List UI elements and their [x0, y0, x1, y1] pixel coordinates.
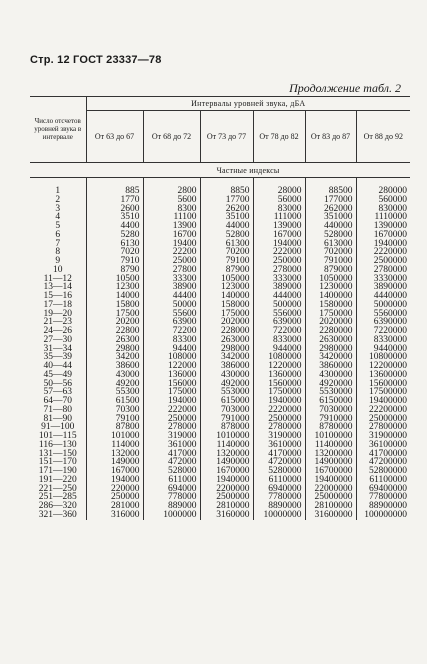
index-value-cell: 15800: [86, 301, 143, 310]
index-value-cell: 79100: [200, 257, 253, 266]
index-value-cell: 55600: [143, 310, 200, 319]
index-value-cell: 8850: [200, 187, 253, 196]
index-value-cell: 4720000: [253, 458, 305, 467]
index-value-cell: 262000: [305, 205, 356, 214]
index-value-cell: 100000000: [356, 511, 410, 520]
index-value-cell: 2500000: [356, 257, 410, 266]
index-value-cell: 220000: [86, 485, 143, 494]
index-value-cell: 2220000: [253, 406, 305, 415]
index-value-cell: 879000: [305, 266, 356, 275]
index-value-cell: 2780000: [253, 423, 305, 432]
index-value-cell: 177000: [305, 196, 356, 205]
index-value-cell: 10100000: [305, 432, 356, 441]
row-label-cell: 57—63: [43, 387, 72, 398]
table-row: [30, 222, 410, 231]
index-value-cell: 156000: [143, 380, 200, 389]
index-value-cell: 703000: [200, 406, 253, 415]
index-value-cell: 386000: [200, 362, 253, 371]
index-value-cell: 10800000: [356, 353, 410, 362]
index-value-cell: 280000: [356, 187, 410, 196]
row-label-cell: 101—115: [38, 431, 77, 441]
index-value-cell: 52800000: [356, 467, 410, 476]
index-value-cell: 61500: [86, 397, 143, 406]
row-label-cell: 6: [55, 229, 61, 240]
index-value-cell: 194000: [143, 397, 200, 406]
index-value-cell: 440000: [305, 222, 356, 231]
index-value-cell: 22800: [86, 327, 143, 336]
index-value-cell: 2500000: [253, 415, 305, 424]
index-value-cell: 278000: [143, 423, 200, 432]
index-value-cell: 27800: [143, 266, 200, 275]
row-label-cell: 151—170: [38, 457, 77, 468]
index-value-cell: 7780000: [253, 493, 305, 502]
index-value-cell: 1390000: [356, 222, 410, 231]
index-value-cell: 1320000: [200, 450, 253, 459]
index-value-cell: 281000: [86, 502, 143, 511]
index-value-cell: 11400000: [305, 441, 356, 450]
index-value-cell: 26300: [86, 336, 143, 345]
index-value-cell: 16700000: [305, 467, 356, 476]
index-value-cell: 1360000: [253, 371, 305, 380]
index-value-cell: 167000: [253, 231, 305, 240]
index-value-cell: 27800000: [356, 423, 410, 432]
index-value-cell: 389000: [253, 283, 305, 292]
index-value-cell: 167000: [86, 467, 143, 476]
index-value-cell: 1670000: [200, 467, 253, 476]
index-value-cell: 88500: [305, 187, 356, 196]
index-value-cell: 430000: [200, 371, 253, 380]
table-row: [30, 187, 410, 196]
index-value-cell: 122000: [143, 362, 200, 371]
index-value-cell: 70200: [200, 248, 253, 257]
index-value-cell: 3860000: [305, 362, 356, 371]
index-value-cell: 114000: [86, 441, 143, 450]
index-value-cell: 20200: [86, 318, 143, 327]
index-value-cell: 4300000: [305, 371, 356, 380]
index-value-cell: 34200: [86, 353, 143, 362]
row-label-cell: 1: [55, 186, 61, 196]
index-value-cell: 94400: [143, 345, 200, 354]
row-label-cell: 251—285: [38, 492, 77, 503]
index-value-cell: 61300: [200, 240, 253, 249]
table-row: [30, 248, 410, 257]
index-value-cell: 79100: [86, 415, 143, 424]
index-value-cell: 15600000: [356, 380, 410, 389]
index-value-cell: 1010000: [200, 432, 253, 441]
index-value-cell: 500000: [253, 301, 305, 310]
table-row: [30, 213, 410, 222]
index-value-cell: 2630000: [305, 336, 356, 345]
row-label-cell: 10: [53, 264, 63, 275]
index-value-cell: 6390000: [356, 318, 410, 327]
index-value-cell: 444000: [253, 292, 305, 301]
index-value-cell: 1000000: [143, 511, 200, 520]
table-row: [30, 257, 410, 266]
index-value-cell: 123000: [200, 283, 253, 292]
row-label-cell: 11—12: [43, 273, 72, 284]
index-value-cell: 250000: [143, 415, 200, 424]
column-header: От 63 до 67: [86, 111, 143, 163]
index-value-cell: 105000: [200, 275, 253, 284]
index-value-cell: 944000: [253, 345, 305, 354]
index-value-cell: 22000000: [305, 485, 356, 494]
index-value-cell: 111000: [253, 213, 305, 222]
index-value-cell: 8300: [143, 205, 200, 214]
row-label-cell: 19—20: [43, 308, 72, 319]
index-value-cell: 83300: [143, 336, 200, 345]
row-label-cell: 15—16: [43, 291, 72, 301]
index-value-cell: 50000: [143, 301, 200, 310]
index-value-cell: 639000: [253, 318, 305, 327]
index-value-cell: 472000: [143, 458, 200, 467]
index-value-cell: 25000000: [356, 415, 410, 424]
index-value-cell: 88900000: [356, 502, 410, 511]
index-value-cell: 1110000: [356, 213, 410, 222]
index-value-cell: 1940000: [356, 240, 410, 249]
index-value-cell: 6110000: [253, 476, 305, 485]
index-value-cell: 1940000: [253, 397, 305, 406]
index-value-cell: 611000: [143, 476, 200, 485]
index-value-cell: 10500: [86, 275, 143, 284]
index-value-cell: 8780000: [305, 423, 356, 432]
index-value-cell: 175000: [143, 388, 200, 397]
index-value-cell: 14900000: [305, 458, 356, 467]
index-value-cell: 7910: [86, 257, 143, 266]
index-value-cell: 19400: [143, 240, 200, 249]
column-header: От 68 до 72: [143, 111, 200, 163]
index-value-cell: 19400000: [305, 476, 356, 485]
index-value-cell: 1400000: [305, 292, 356, 301]
index-value-cell: 791000: [305, 257, 356, 266]
table-row: [30, 196, 410, 205]
index-value-cell: 158000: [200, 301, 253, 310]
index-value-cell: 9440000: [356, 345, 410, 354]
row-label-cell: 2: [55, 194, 61, 205]
table-row: [30, 240, 410, 249]
index-value-cell: 2980000: [305, 345, 356, 354]
index-value-cell: 61100000: [356, 476, 410, 485]
row-label-cell: 131—150: [38, 448, 77, 459]
index-value-cell: 31600000: [305, 511, 356, 520]
page-header: Стр. 12 ГОСТ 23337—78: [30, 54, 162, 66]
index-value-cell: 87900: [200, 266, 253, 275]
index-value-cell: 2600: [86, 205, 143, 214]
index-value-cell: 25000000: [305, 493, 356, 502]
index-value-cell: 83000: [253, 205, 305, 214]
index-value-cell: 44400: [143, 292, 200, 301]
index-value-cell: 72200: [143, 327, 200, 336]
index-value-cell: 101000: [86, 432, 143, 441]
index-value-cell: 342000: [200, 353, 253, 362]
index-value-cell: 5560000: [356, 310, 410, 319]
index-value-cell: 4400: [86, 222, 143, 231]
row-label-cell: 71—80: [43, 404, 72, 415]
index-value-cell: 3420000: [305, 353, 356, 362]
index-value-cell: 136000: [143, 371, 200, 380]
index-value-cell: 7910000: [305, 415, 356, 424]
index-value-cell: 1940000: [200, 476, 253, 485]
index-value-cell: 55300: [86, 388, 143, 397]
row-label-cell: 24—26: [43, 326, 72, 336]
column-header: От 73 до 77: [200, 111, 253, 163]
index-value-cell: 10000000: [253, 511, 305, 520]
index-value-cell: 3890000: [356, 283, 410, 292]
index-value-cell: 6940000: [253, 485, 305, 494]
index-value-cell: 13200000: [305, 450, 356, 459]
index-value-cell: 528000: [143, 467, 200, 476]
index-value-cell: 3160000: [200, 511, 253, 520]
index-value-cell: 878000: [200, 423, 253, 432]
index-value-cell: 13600000: [356, 371, 410, 380]
index-value-cell: 5530000: [305, 388, 356, 397]
index-value-cell: 22200000: [356, 406, 410, 415]
row-label-cell: 9: [55, 256, 61, 266]
index-value-cell: 70300: [86, 406, 143, 415]
index-value-cell: 4170000: [253, 450, 305, 459]
index-value-cell: 1770: [86, 196, 143, 205]
index-value-cell: 889000: [143, 502, 200, 511]
index-value-cell: 250000: [86, 493, 143, 502]
index-value-cell: 613000: [305, 240, 356, 249]
index-value-cell: 108000: [143, 353, 200, 362]
row-label-cell: 171—190: [38, 466, 77, 476]
index-value-cell: 7220000: [356, 327, 410, 336]
index-value-cell: 553000: [200, 388, 253, 397]
index-value-cell: 702000: [305, 248, 356, 257]
index-value-cell: 351000: [305, 213, 356, 222]
index-value-cell: 28100000: [305, 502, 356, 511]
row-label-cell: 50—56: [43, 378, 72, 389]
row-label-cell: 4: [55, 212, 61, 223]
index-value-cell: 26200: [200, 205, 253, 214]
index-value-cell: 6150000: [305, 397, 356, 406]
index-value-cell: 63900: [143, 318, 200, 327]
index-value-cell: 2220000: [356, 248, 410, 257]
row-label-cell: 286—320: [38, 501, 77, 511]
row-label-cell: 8: [55, 247, 61, 258]
row-label-cell: 13—14: [43, 282, 72, 293]
row-label-cell: 35—39: [43, 352, 72, 363]
index-value-cell: 333000: [253, 275, 305, 284]
row-label-cell: 91—100: [41, 422, 75, 433]
index-value-cell: 1140000: [200, 441, 253, 450]
index-value-cell: 17500000: [356, 388, 410, 397]
index-value-cell: 492000: [200, 380, 253, 389]
column-header: От 83 до 87: [305, 111, 356, 163]
table-continuation-caption: Продолжение табл. 2: [289, 81, 401, 95]
index-value-cell: 885: [86, 187, 143, 196]
table-row: [30, 205, 410, 214]
index-value-cell: 361000: [143, 441, 200, 450]
index-value-cell: 47200000: [356, 458, 410, 467]
index-value-cell: 2780000: [356, 266, 410, 275]
index-value-cell: 1670000: [356, 231, 410, 240]
index-value-cell: 77800000: [356, 493, 410, 502]
index-value-cell: 87800: [86, 423, 143, 432]
index-value-cell: 202000: [200, 318, 253, 327]
index-value-cell: 298000: [200, 345, 253, 354]
index-value-cell: 2500000: [200, 493, 253, 502]
index-value-cell: 4920000: [305, 380, 356, 389]
index-value-cell: 140000: [200, 292, 253, 301]
index-value-cell: 38900: [143, 283, 200, 292]
index-value-cell: 132000: [86, 450, 143, 459]
index-value-cell: 278000: [253, 266, 305, 275]
index-value-cell: 17500: [86, 310, 143, 319]
index-value-cell: 833000: [253, 336, 305, 345]
index-value-cell: 12200000: [356, 362, 410, 371]
index-value-cell: 2020000: [305, 318, 356, 327]
index-value-cell: 2200000: [200, 485, 253, 494]
index-value-cell: 36100000: [356, 441, 410, 450]
row-count-header: Число отсчетов уровней звука в интервале: [30, 96, 86, 163]
index-value-cell: 722000: [253, 327, 305, 336]
index-value-cell: 6130: [86, 240, 143, 249]
row-label-cell: 31—34: [43, 343, 72, 354]
index-value-cell: 556000: [253, 310, 305, 319]
index-value-cell: 33300: [143, 275, 200, 284]
index-value-cell: 1050000: [305, 275, 356, 284]
index-value-cell: 316000: [86, 511, 143, 520]
index-value-cell: 1080000: [253, 353, 305, 362]
index-value-cell: 7020: [86, 248, 143, 257]
index-value-cell: 1220000: [253, 362, 305, 371]
row-label-cell: 116—130: [38, 439, 77, 450]
row-label-cell: 191—220: [38, 474, 77, 485]
table-row: [30, 231, 410, 240]
index-value-cell: 43000: [86, 371, 143, 380]
index-value-cell: 14000: [86, 292, 143, 301]
partial-indices-band: Частные индексы: [86, 163, 410, 178]
index-value-cell: 1490000: [200, 458, 253, 467]
index-value-cell: 13900: [143, 222, 200, 231]
index-value-cell: 3190000: [253, 432, 305, 441]
index-value-cell: 35100: [200, 213, 253, 222]
index-value-cell: 139000: [253, 222, 305, 231]
row-label-cell: 40—44: [43, 361, 72, 371]
index-value-cell: 52800: [200, 231, 253, 240]
index-value-cell: 12300: [86, 283, 143, 292]
index-value-cell: 3610000: [253, 441, 305, 450]
index-value-cell: 49200: [86, 380, 143, 389]
index-value-cell: 22200: [143, 248, 200, 257]
index-value-cell: 778000: [143, 493, 200, 502]
index-value-cell: 16700: [143, 231, 200, 240]
index-value-cell: 1750000: [253, 388, 305, 397]
index-value-cell: 4440000: [356, 292, 410, 301]
column-header: От 78 до 82: [253, 111, 305, 163]
row-label-cell: 321—360: [38, 509, 77, 520]
row-label-cell: 45—49: [43, 369, 72, 380]
index-value-cell: 44000: [200, 222, 253, 231]
index-value-cell: 8790: [86, 266, 143, 275]
index-value-cell: 2810000: [200, 502, 253, 511]
index-value-cell: 2800: [143, 187, 200, 196]
row-label-cell: 221—250: [38, 483, 77, 494]
row-label-cell: 21—23: [43, 317, 72, 328]
index-value-cell: 250000: [253, 257, 305, 266]
index-value-cell: 694000: [143, 485, 200, 494]
index-value-cell: 194000: [253, 240, 305, 249]
row-label-cell: 7: [55, 238, 61, 249]
index-value-cell: 560000: [356, 196, 410, 205]
index-value-cell: 38600: [86, 362, 143, 371]
index-value-cell: 175000: [200, 310, 253, 319]
index-value-cell: 5600: [143, 196, 200, 205]
index-value-cell: 5280: [86, 231, 143, 240]
sound-level-intervals-header: Интервалы уровней звука, дБА: [86, 96, 410, 111]
row-label-cell: 3: [55, 203, 61, 214]
index-value-cell: 25000: [143, 257, 200, 266]
index-value-cell: 28000: [253, 187, 305, 196]
index-value-cell: 149000: [86, 458, 143, 467]
index-value-cell: 7030000: [305, 406, 356, 415]
index-value-cell: 263000: [200, 336, 253, 345]
index-value-cell: 19400000: [356, 397, 410, 406]
index-value-cell: 5280000: [253, 467, 305, 476]
index-table: [30, 96, 410, 520]
index-value-cell: 3330000: [356, 275, 410, 284]
row-label-cell: 5: [55, 221, 61, 231]
index-value-cell: 2280000: [305, 327, 356, 336]
index-value-cell: 29800: [86, 345, 143, 354]
index-value-cell: 5000000: [356, 301, 410, 310]
index-value-cell: 1230000: [305, 283, 356, 292]
index-value-cell: 1580000: [305, 301, 356, 310]
index-value-cell: 11100: [143, 213, 200, 222]
index-value-cell: 56000: [253, 196, 305, 205]
index-value-cell: 319000: [143, 432, 200, 441]
row-label-cell: 17—18: [43, 299, 72, 310]
index-value-cell: 41700000: [356, 450, 410, 459]
row-label-cell: 64—70: [43, 396, 72, 406]
index-value-cell: 228000: [200, 327, 253, 336]
index-value-cell: 791000: [200, 415, 253, 424]
index-value-cell: 615000: [200, 397, 253, 406]
index-value-cell: 1560000: [253, 380, 305, 389]
index-value-cell: 222000: [253, 248, 305, 257]
index-value-cell: 1750000: [305, 310, 356, 319]
column-header: От 88 до 92: [356, 111, 410, 163]
index-value-cell: 17700: [200, 196, 253, 205]
index-value-cell: 31900000: [356, 432, 410, 441]
index-value-cell: 222000: [143, 406, 200, 415]
index-value-cell: 8890000: [253, 502, 305, 511]
index-value-cell: 3510: [86, 213, 143, 222]
index-value-cell: 528000: [305, 231, 356, 240]
index-value-cell: 8330000: [356, 336, 410, 345]
index-value-cell: 830000: [356, 205, 410, 214]
table-body: [30, 187, 410, 520]
index-value-cell: 69400000: [356, 485, 410, 494]
index-value-cell: 417000: [143, 450, 200, 459]
table-row: [30, 511, 410, 520]
row-label-cell: 27—30: [43, 334, 72, 345]
row-label-cell: 81—90: [43, 413, 72, 424]
index-value-cell: 194000: [86, 476, 143, 485]
